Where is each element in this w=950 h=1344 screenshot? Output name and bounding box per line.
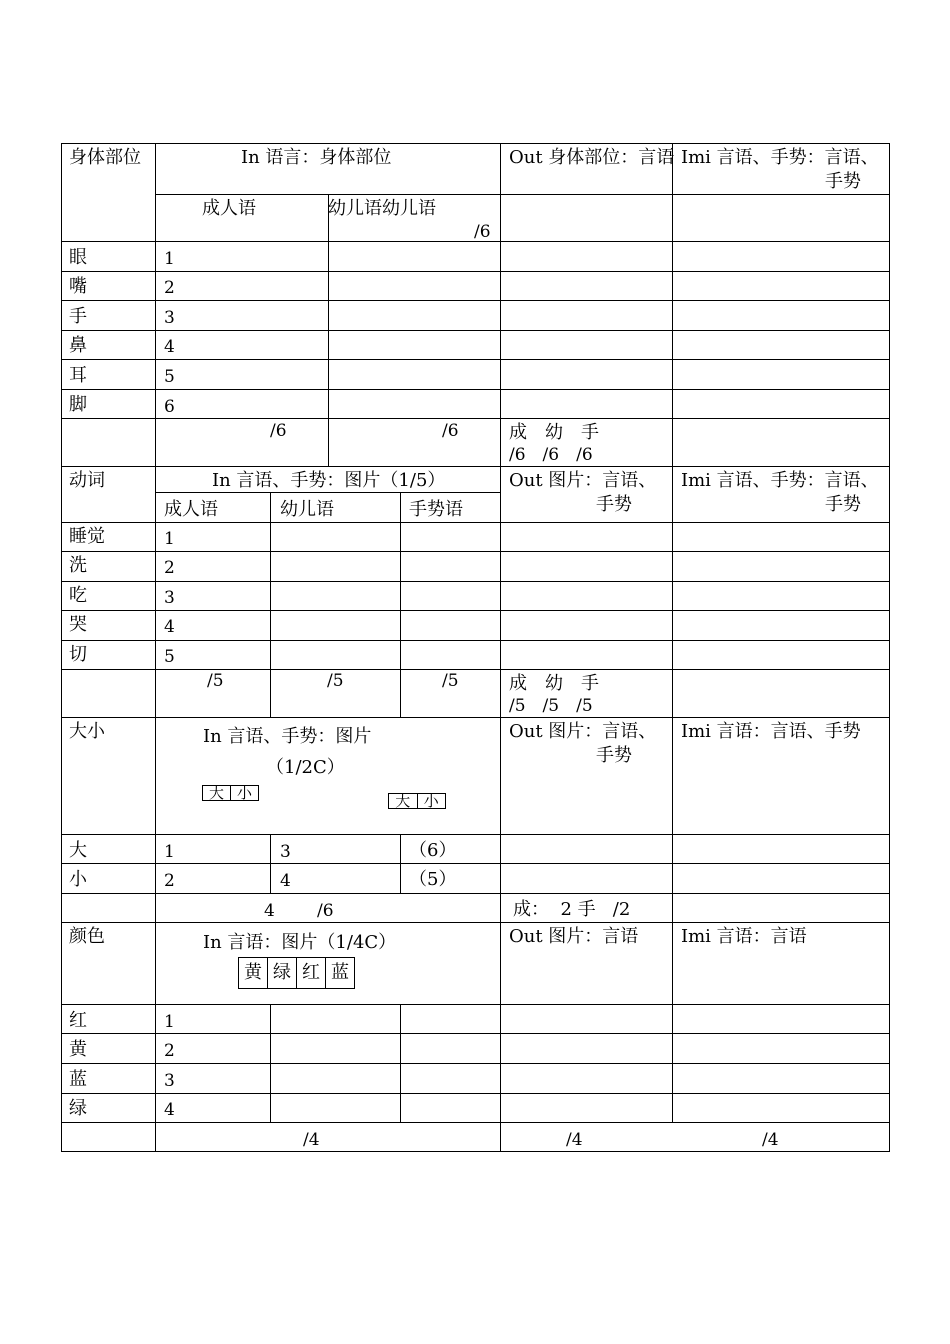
row-label: 红	[69, 1010, 87, 1031]
in-title: In 言语、手势：图片	[203, 726, 372, 747]
picture-card-size-left	[202, 785, 259, 801]
row-value: （5）	[409, 869, 457, 890]
card-cell: 大	[389, 794, 418, 808]
out-total-scores: /5 /5 /5	[509, 696, 593, 716]
sub-header-child: 幼儿语	[280, 499, 334, 520]
total-child: /6	[442, 421, 459, 441]
imi-title: Imi 言语、手势：言语、	[681, 470, 879, 491]
row-number: 4	[164, 617, 175, 637]
row-label: 嘴	[69, 276, 87, 297]
out-title-cont: 手势	[596, 745, 632, 766]
row-number: 1	[164, 1012, 175, 1032]
row-number: 4	[164, 1100, 175, 1120]
section-header-verbs: 动词	[69, 470, 105, 491]
row-number: 3	[164, 588, 175, 608]
sub-header-child-score: /6	[474, 222, 491, 242]
out-total-labels: 成 幼 手	[509, 422, 599, 443]
total-adult: /5	[207, 671, 224, 691]
row-label: 洗	[69, 555, 87, 576]
imi-title: Imi 言语：言语	[681, 926, 807, 947]
row-label: 睡觉	[69, 526, 105, 547]
sub-header-child: 幼儿语幼儿语	[328, 198, 436, 219]
imi-title: Imi 言语、手势：言语、	[681, 147, 879, 168]
row-value: 2	[164, 871, 175, 891]
row-label: 鼻	[69, 335, 87, 356]
total-child: /5	[327, 671, 344, 691]
section-header-body-parts: 身体部位	[69, 147, 141, 168]
row-label: 蓝	[69, 1069, 87, 1090]
row-number: 4	[164, 337, 175, 357]
row-label: 耳	[69, 365, 87, 386]
section-header-colors: 颜色	[69, 926, 105, 947]
out-total-labels: 成 幼 手	[509, 673, 599, 694]
total-in-score: /6	[317, 901, 334, 921]
out-title: Out 图片：言语、	[509, 470, 657, 491]
card-cell: 绿	[268, 958, 297, 988]
row-number: 1	[164, 529, 175, 549]
row-number: 2	[164, 278, 175, 298]
in-title: In 语言：身体部位	[241, 147, 392, 168]
card-cell: 小	[423, 792, 439, 810]
section-header-size: 大小	[69, 721, 105, 742]
sub-header-adult: 成人语	[202, 198, 256, 219]
card-cell: 小	[236, 784, 252, 802]
row-label: 脚	[69, 394, 87, 415]
out-title-cont: 手势	[596, 494, 632, 515]
in-title: In 言语：图片（1/4C）	[203, 932, 397, 953]
row-label: 大	[69, 840, 87, 861]
row-label: 哭	[69, 614, 87, 635]
picture-card-size-right	[388, 793, 446, 809]
total-adult: /6	[270, 421, 287, 441]
row-value: 3	[280, 842, 291, 862]
total-in: /4	[303, 1130, 320, 1150]
card-cell: 红	[297, 958, 326, 988]
total-imi: /4	[762, 1130, 779, 1150]
imi-title: Imi 言语：言语、手势	[681, 721, 861, 742]
out-title: Out 图片：言语、	[509, 721, 657, 742]
row-number: 6	[164, 397, 175, 417]
total-out: /4	[566, 1130, 583, 1150]
out-title: Out 图片：言语	[509, 926, 639, 947]
row-value: （6）	[409, 840, 457, 861]
row-value: 4	[280, 871, 291, 891]
card-cell: 黄	[239, 958, 268, 988]
out-total: 成： 2 手 /2	[513, 899, 631, 920]
row-label: 吃	[69, 585, 87, 606]
row-label: 绿	[69, 1098, 87, 1119]
row-label: 眼	[69, 247, 87, 268]
row-number: 1	[164, 249, 175, 269]
out-total-scores: /6 /6 /6	[509, 445, 593, 465]
sub-header-adult: 成人语	[164, 499, 218, 520]
row-number: 2	[164, 558, 175, 578]
sub-header-sign: 手势语	[409, 499, 463, 520]
picture-card-colors	[238, 957, 355, 989]
total-sign: /5	[442, 671, 459, 691]
in-title-cont: （1/2C）	[266, 757, 345, 778]
card-cell: 大	[203, 786, 231, 800]
row-number: 2	[164, 1041, 175, 1061]
row-number: 3	[164, 308, 175, 328]
card-cell: 蓝	[331, 962, 349, 983]
row-value: 1	[164, 842, 175, 862]
imi-title-cont: 手势	[825, 494, 861, 515]
row-label: 切	[69, 644, 87, 665]
row-number: 5	[164, 647, 175, 667]
row-number: 3	[164, 1071, 175, 1091]
row-label: 手	[69, 306, 87, 327]
out-title: Out 身体部位：言语	[509, 147, 675, 168]
row-label: 小	[69, 869, 87, 890]
imi-title-cont: 手势	[825, 171, 861, 192]
in-title: In 言语、手势：图片（1/5）	[212, 470, 446, 491]
table-grid	[61, 143, 890, 1153]
row-label: 黄	[69, 1039, 87, 1060]
row-number: 5	[164, 367, 175, 387]
total-in: 4	[264, 901, 275, 921]
assessment-form	[61, 143, 890, 1153]
